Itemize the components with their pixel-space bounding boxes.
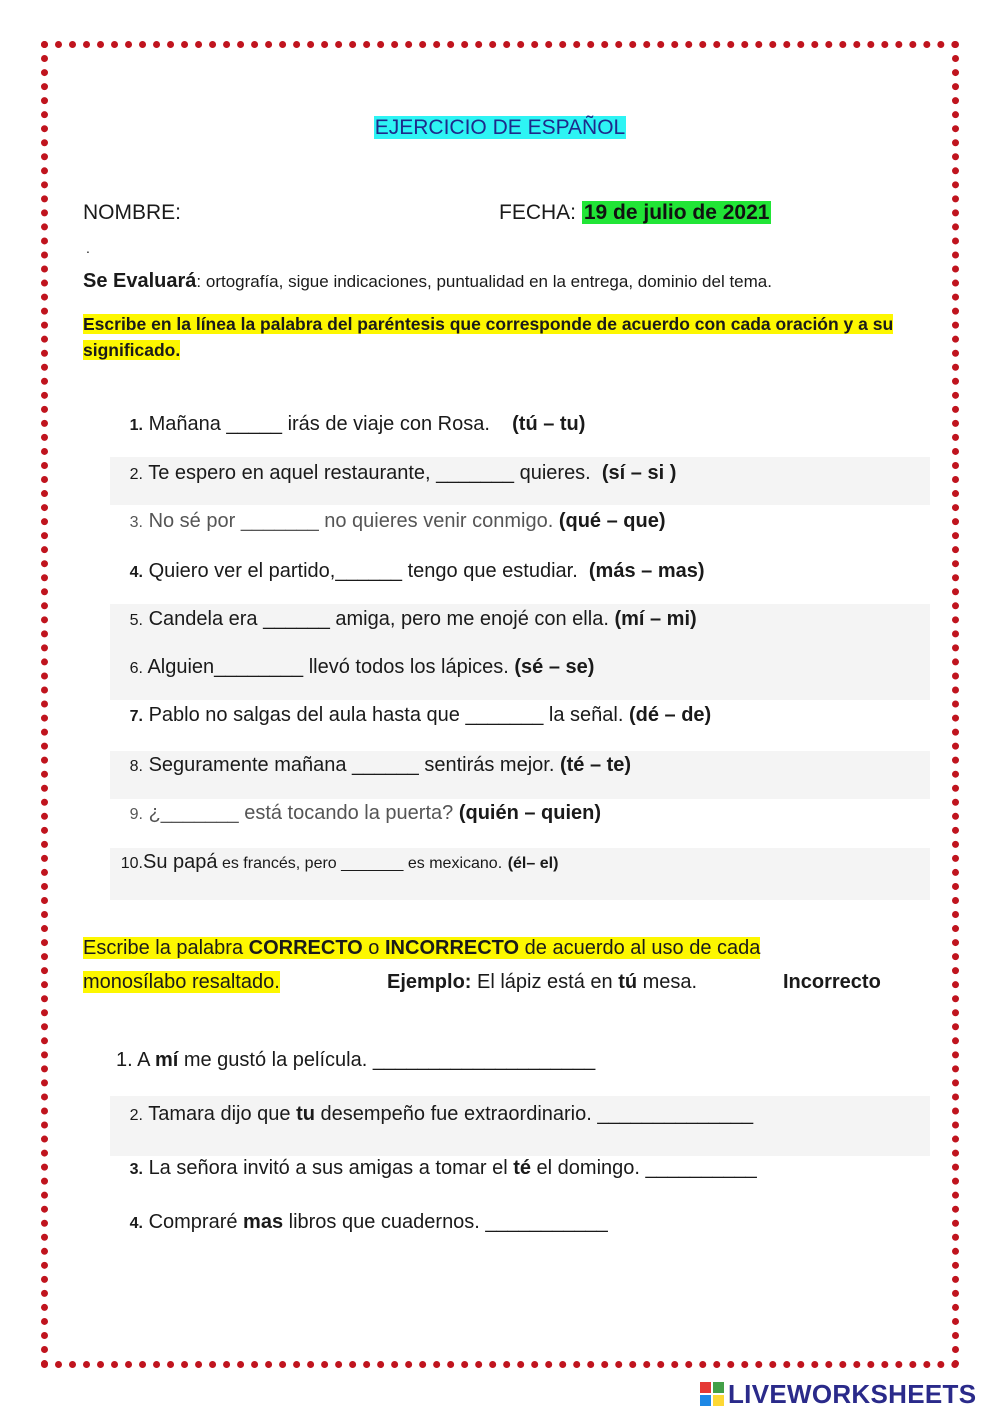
list-item: 3. La señora invitó a sus amigas a tomar el té el domingo. __________ (129, 1157, 757, 1179)
list-item: 4. Compraré mas libros que cuadernos. ___________ (129, 1211, 608, 1233)
list-item: 6. Alguien________ llevó todos los lápices. (sé – se) (129, 656, 595, 678)
nombre-label: NOMBRE: (83, 201, 182, 224)
page-title: EJERCICIO DE ESPAÑOL (374, 116, 626, 139)
evaluation-text: : ortografía, sigue indicaciones, puntualidad en la entrega, dominio del tema. (196, 272, 772, 291)
instruction-part-2: Escribe la palabra CORRECTO o INCORRECTO de acuerdo al uso de cada monosílabo resaltado. Ejemplo: El lápiz está en tú mesa. Incorrecto (83, 931, 913, 999)
logo-square-green (713, 1382, 724, 1393)
evaluation-label: Se Evaluará (83, 270, 197, 292)
list-item: 5. Candela era ______ amiga, pero me enojé con ella. (mí – mi) (129, 608, 697, 630)
list-item: 1. A mí me gustó la película. ____________________ (116, 1049, 596, 1071)
fecha-field (499, 201, 771, 225)
list-item: 9. ¿_______ está tocando la puerta? (quién – quien) (129, 802, 602, 824)
fecha-value: 19 de julio de 2021 (583, 201, 770, 224)
logo-text: LIVEWORKSHEETS (728, 1378, 977, 1409)
example-answer: Incorrecto (783, 971, 881, 993)
logo-icon (700, 1382, 724, 1406)
logo-square-blue (700, 1395, 711, 1406)
stray-dot: . (86, 240, 90, 256)
evaluation-criteria (83, 270, 772, 293)
list-item: 10.Su papá es francés, pero _______ es mexicano. (él– el) (120, 851, 559, 873)
list-item: 8. Seguramente mañana ______ sentirás mejor. (té – te) (129, 754, 632, 776)
liveworksheets-logo (700, 1379, 976, 1409)
logo-square-yellow (713, 1395, 724, 1406)
list-item: 2. Te espero en aquel restaurante, _______ quieres. (sí – si ) (129, 462, 677, 484)
list-item: 3. No sé por _______ no quieres venir conmigo. (qué – que) (129, 510, 666, 532)
example: Ejemplo: El lápiz está en tú mesa. (387, 971, 698, 993)
list-item: 7. Pablo no salgas del aula hasta que _______ la señal. (dé – de) (129, 704, 712, 726)
list-item: 4. Quiero ver el partido,______ tengo que estudiar. (más – mas) (129, 560, 705, 582)
logo-square-red (700, 1382, 711, 1393)
list-item: 1. Mañana _____ irás de viaje con Rosa. (tú – tu) (129, 413, 586, 435)
fecha-label: FECHA: (499, 201, 577, 224)
instruction-part-1: Escribe en la línea la palabra del paréntesis que corresponde de acuerdo con cada oración y a su significado. (83, 314, 894, 360)
list-item: 2. Tamara dijo que tu desempeño fue extraordinario. ______________ (129, 1103, 754, 1125)
